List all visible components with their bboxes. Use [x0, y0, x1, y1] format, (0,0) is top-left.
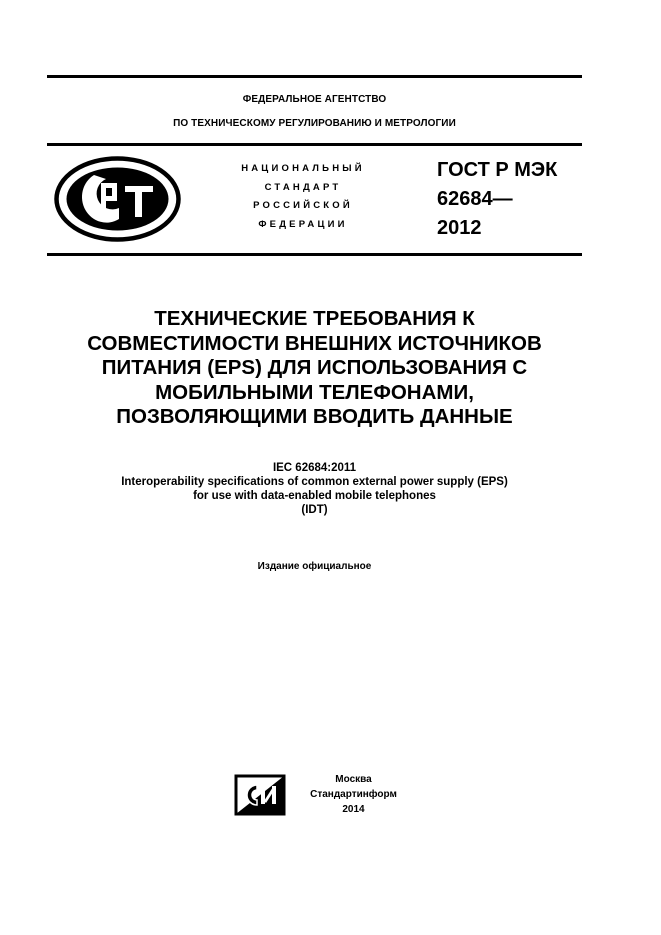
edition-label: Издание официальное [257, 561, 372, 572]
publisher-year: 2014 [342, 804, 365, 815]
title-line-3: ПИТАНИЯ (EPS) ДЛЯ ИСПОЛЬЗОВАНИЯ С [101, 356, 528, 379]
standard-code-line-2: 62684— [437, 188, 513, 210]
iec-title-line-1: Interoperability specifications of common external power supply (EPS) [121, 476, 508, 488]
standard-code-line-3: 2012 [437, 217, 482, 239]
agency-line-1: ФЕДЕРАЛЬНОЕ АГЕНТСТВО [242, 94, 387, 105]
title-line-2: СОВМЕСТИМОСТИ ВНЕШНИХ ИСТОЧНИКОВ [87, 331, 542, 355]
title-line-5: ПОЗВОЛЯЮЩИМИ ВВОДИТЬ ДАННЫЕ [116, 405, 513, 428]
publisher-city: Москва [335, 774, 372, 785]
agency-line-2: ПО ТЕХНИЧЕСКОМУ РЕГУЛИРОВАНИЮ И МЕТРОЛОГИИ [173, 118, 456, 129]
standard-code-line-1: ГОСТ Р МЭК [437, 159, 558, 181]
rst-certification-mark-icon [54, 156, 181, 242]
iec-title-line-2: for use with data-enabled mobile telephones [193, 490, 436, 502]
top-rule [47, 75, 582, 78]
block-rule [47, 253, 582, 256]
title-line-1: ТЕХНИЧЕСКИЕ ТРЕБОВАНИЯ К [154, 307, 475, 330]
standard-code [437, 156, 557, 243]
iec-equivalence: (IDT) [301, 504, 328, 516]
standartinform-publisher-icon [233, 773, 287, 817]
document-title [47, 307, 582, 430]
iec-code: IEC 62684:2011 [272, 462, 357, 474]
header-rule [47, 143, 582, 146]
national-line-2: СТАНДАРТ [264, 182, 342, 193]
publisher-name: Стандартинформ [310, 789, 397, 800]
title-line-4: МОБИЛЬНЫМИ ТЕЛЕФОНАМИ, [155, 380, 474, 404]
national-line-1: НАЦИОНАЛЬНЫЙ [241, 163, 365, 174]
national-line-4: ФЕДЕРАЦИИ [258, 219, 348, 230]
national-line-3: РОССИЙСКОЙ [253, 200, 353, 211]
international-standard [47, 461, 582, 517]
